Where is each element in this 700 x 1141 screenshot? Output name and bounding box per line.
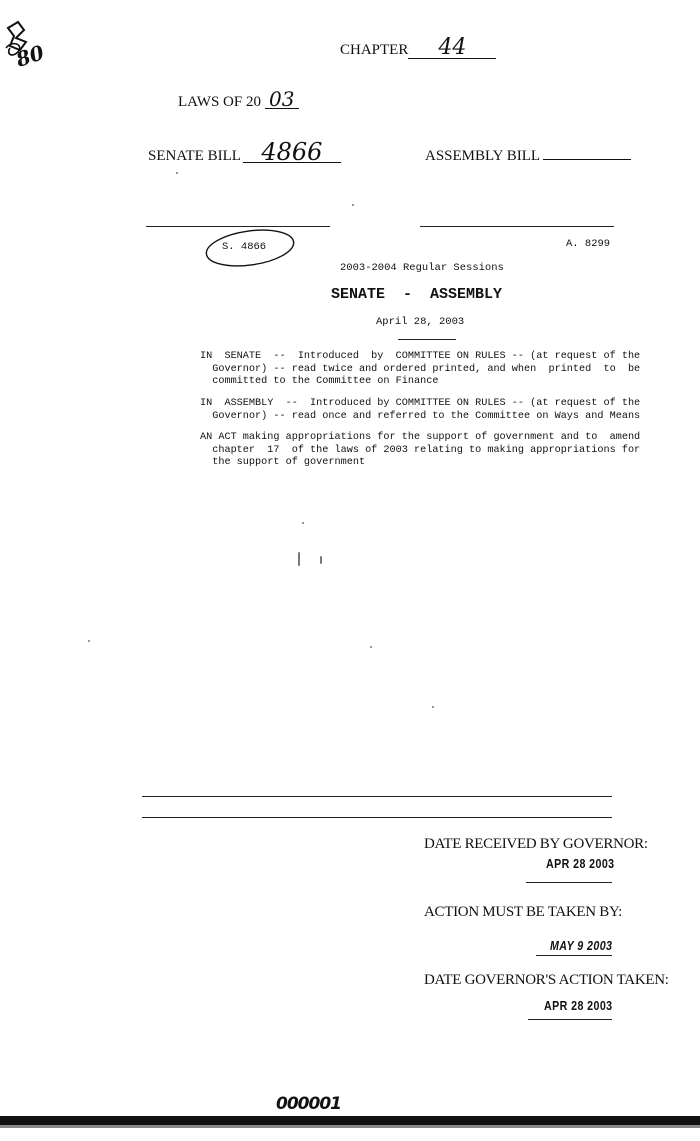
action-by-rule: [536, 955, 612, 956]
chapter-line: [340, 35, 496, 60]
assembly-intro-paragraph: IN ASSEMBLY -- Introduced by COMMITTEE ON RULES -- (at request of the Governor) -- read once and referred to the Committee on Ways and Means: [200, 398, 641, 422]
senate-number: S. 4866: [222, 241, 267, 253]
page-number: 000001: [276, 1094, 341, 1114]
scan-speck: [370, 646, 372, 648]
senate-number-oval: [204, 227, 300, 271]
scan-speck: [352, 204, 354, 206]
corner-scribble: [2, 18, 46, 78]
assembly-number: A. 8299: [566, 238, 611, 250]
chapter-label: CHAPTER: [340, 42, 409, 58]
date-rule: [398, 339, 456, 340]
scan-speck: [298, 552, 300, 566]
lower-rule-1: [142, 796, 612, 797]
action-by-label: ACTION MUST BE TAKEN BY:: [424, 904, 623, 920]
assembly-bill-label: ASSEMBLY BILL: [425, 148, 540, 164]
action-taken-date-stamp: APR 28 2003: [544, 998, 613, 1013]
laws-label: LAWS OF 20: [178, 94, 261, 110]
senate-bill-label: SENATE BILL: [148, 148, 241, 164]
scan-speck: [432, 706, 434, 708]
act-paragraph: AN ACT making appropriations for the support of government and to amend chapter 17 of the laws of 2003 relating to making appropriations for the support of government: [200, 432, 641, 468]
action-taken-label: DATE GOVERNOR'S ACTION TAKEN:: [424, 972, 669, 988]
session-line: 2003-2004 Regular Sessions: [340, 262, 504, 274]
chapter-number: 44: [408, 38, 496, 59]
scan-speck: [176, 172, 178, 174]
bill-date: April 28, 2003: [376, 316, 465, 328]
action-taken-rule: [528, 1019, 612, 1020]
received-rule: [526, 882, 612, 883]
senate-bill-line: [148, 138, 341, 166]
scan-speck: [320, 556, 322, 564]
assembly-bill-number: [543, 145, 631, 160]
laws-year: 03: [265, 90, 299, 109]
scan-speck: [88, 640, 90, 642]
received-date-stamp: APR 28 2003: [546, 856, 615, 871]
corner-mark: 80: [12, 40, 47, 72]
received-label: DATE RECEIVED BY GOVERNOR:: [424, 836, 648, 852]
scan-edge-shadow: [0, 1125, 700, 1128]
scan-speck: [302, 522, 304, 524]
action-by-date-stamp: MAY 9 2003: [550, 938, 613, 953]
header-rule-right: [420, 226, 614, 227]
assembly-bill-line: [425, 145, 631, 165]
laws-line: [178, 87, 299, 111]
senate-bill-number: 4866: [243, 142, 341, 163]
senate-assembly-heading: SENATE - ASSEMBLY: [331, 286, 503, 303]
senate-intro-paragraph: IN SENATE -- Introduced by COMMITTEE ON RULES -- (at request of the Governor) -- read twice and ordered printed, and when printed to be committed to the Committee on Finance: [200, 351, 641, 387]
scan-edge-bar: [0, 1116, 700, 1125]
lower-rule-2: [142, 817, 612, 818]
